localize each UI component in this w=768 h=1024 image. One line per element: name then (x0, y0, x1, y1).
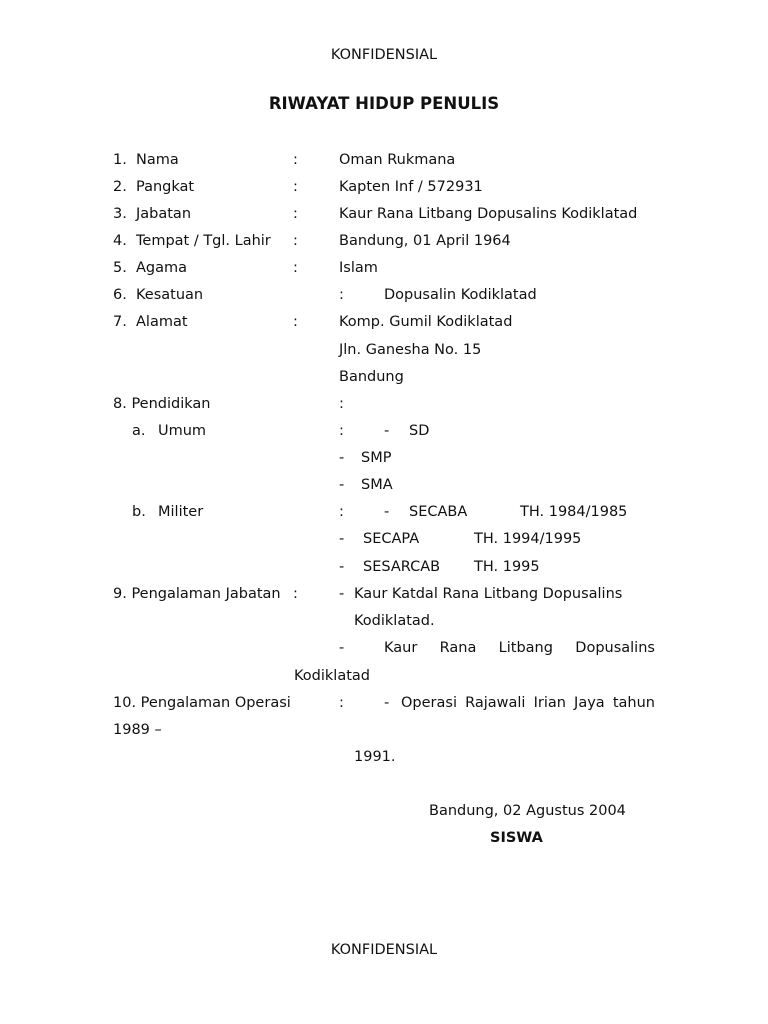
operation-entry: Operasi Rajawali Irian Jaya tahun (401, 695, 655, 711)
item-value: Oman Rukmana (339, 152, 456, 168)
position-entry: Kaur Rana Litbang Dopusalins (384, 640, 655, 656)
item-number: 5. (113, 260, 127, 276)
operation-entry-cont: 1991. (354, 749, 396, 765)
sub-label: Umum (158, 423, 207, 439)
position-entry: Kodiklatad. (354, 613, 435, 629)
sub-label: Militer (158, 504, 204, 520)
military-course: SECAPA (363, 531, 420, 547)
dash: - (339, 640, 345, 656)
dash: - (384, 423, 390, 439)
item-number: 1. (113, 152, 127, 168)
item-label: 10. Pengalaman Operasi (113, 695, 291, 711)
military-course: SECABA (409, 504, 468, 520)
item-value: Kapten Inf / 572931 (339, 179, 483, 195)
colon: : (339, 396, 344, 412)
address-line: Komp. Gumil Kodiklatad (339, 314, 513, 330)
military-course: SESARCAB (363, 559, 441, 575)
dash: - (339, 531, 345, 547)
footer-confidential: KONFIDENSIAL (330, 942, 438, 958)
signature-place-date: Bandung, 02 Agustus 2004 (429, 803, 626, 819)
operation-entry-cont: 1989 – (113, 722, 162, 738)
dash: - (339, 559, 345, 575)
item-value: Bandung, 01 April 1964 (339, 233, 511, 249)
sub-letter: a. (132, 423, 146, 439)
military-year: TH. 1994/1995 (474, 531, 582, 547)
item-number: 2. (113, 179, 127, 195)
item-label: Alamat (136, 314, 188, 330)
item-number: 7. (113, 314, 127, 330)
military-year: TH. 1995 (474, 559, 540, 575)
item-value: Dopusalin Kodiklatad (384, 287, 537, 303)
item-number: 3. (113, 206, 127, 222)
colon: : (293, 233, 298, 249)
colon: : (339, 504, 344, 520)
item-label: 9. Pengalaman Jabatan (113, 586, 281, 602)
colon: : (293, 179, 298, 195)
colon: : (293, 152, 298, 168)
signature-role: SISWA (490, 830, 543, 846)
colon: : (339, 695, 344, 711)
colon: : (293, 206, 298, 222)
colon: : (339, 423, 344, 439)
dash: - (384, 504, 390, 520)
position-entry: Kaur Katdal Rana Litbang Dopusalins (354, 586, 623, 602)
item-value: Kaur Rana Litbang Dopusalins Kodiklatad (339, 206, 638, 222)
colon: : (293, 586, 298, 602)
page-title: RIWAYAT HIDUP PENULIS (268, 94, 500, 113)
dash: - (339, 450, 345, 466)
education-entry: SD (409, 423, 430, 439)
colon: : (339, 287, 344, 303)
item-number: 4. (113, 233, 127, 249)
education-entry: SMP (361, 450, 392, 466)
item-value: Islam (339, 260, 378, 276)
dash: - (339, 477, 345, 493)
item-label: Pangkat (136, 179, 195, 195)
education-entry: SMA (361, 477, 393, 493)
dash: - (384, 695, 390, 711)
item-label: Kesatuan (136, 287, 204, 303)
position-entry-cont: Kodiklatad (294, 668, 370, 684)
colon: : (293, 260, 298, 276)
address-line: Jln. Ganesha No. 15 (339, 342, 482, 358)
dash: - (339, 586, 345, 602)
item-label: Jabatan (136, 206, 192, 222)
item-label: Nama (136, 152, 179, 168)
item-number: 6. (113, 287, 127, 303)
address-line: Bandung (339, 369, 404, 385)
sub-letter: b. (132, 504, 146, 520)
item-label: Tempat / Tgl. Lahir (136, 233, 271, 249)
item-label: Agama (136, 260, 188, 276)
item-label: 8. Pendidikan (113, 396, 211, 412)
military-year: TH. 1984/1985 (520, 504, 628, 520)
colon: : (293, 314, 298, 330)
header-confidential: KONFIDENSIAL (330, 47, 438, 63)
